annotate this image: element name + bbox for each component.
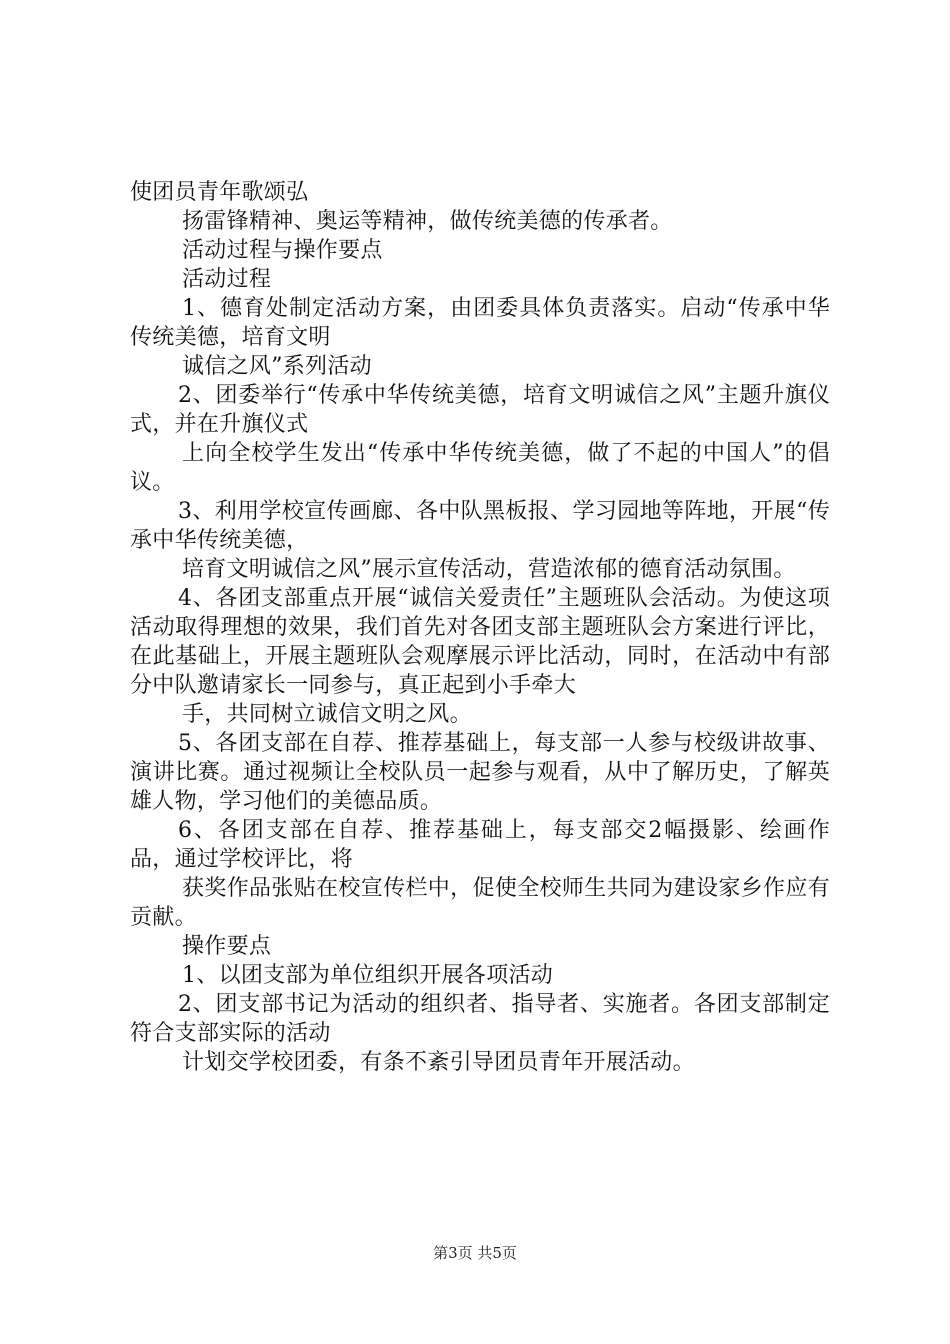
section-heading: 活动过程与操作要点 — [182, 238, 383, 263]
paragraph-line: 1、以团支部为单位组织开展各项活动 — [182, 963, 554, 988]
paragraph-line: 上向全校学生发出“传承中华传统美德，做了不起的中国人”的倡议。 — [130, 441, 830, 495]
paragraph-line: 3、利用学校宣传画廊、各中队黑板报、学习园地等阵地，开展“传承中华传统美德， — [130, 499, 830, 553]
paragraph-line: 4、各团支部重点开展“诚信关爱责任”主题班队会活动。为使这项活动取得理想的效果，我们首先对各团支部主题班队会方案进行评比，在此基础上，开展主题班队会观摩展示评比活动，同时，在活动中有部分中队邀请家长一同参与，真正起到小手牵大 — [130, 586, 830, 698]
paragraph-line: 培育文明诚信之风”展示宣传活动，营造浓郁的德育活动氛围。 — [182, 557, 796, 582]
page-number-footer: 第3页 共5页 — [433, 1244, 517, 1262]
paragraph-line: 2、团支部书记为活动的组织者、指导者、实施者。各团支部制定符合支部实际的活动 — [130, 992, 830, 1046]
paragraph-line: 计划交学校团委，有条不紊引导团员青年开展活动。 — [182, 1050, 695, 1075]
paragraph-line: 1、德育处制定活动方案，由团委具体负责落实。启动“传承中华传统美德，培育文明 — [130, 296, 830, 350]
paragraph-line: 6、各团支部在自荐、推荐基础上，每支部交2幅摄影、绘画作品，通过学校评比，将 — [130, 818, 830, 872]
paragraph-line: 获奖作品张贴在校宣传栏中，促使全校师生共同为建设家乡作应有贡献。 — [130, 876, 830, 930]
paragraph-line: 诚信之风”系列活动 — [182, 354, 372, 379]
subsection-heading: 活动过程 — [182, 267, 272, 292]
paragraph-line: 使团员青年歌颂弘 — [130, 180, 309, 205]
paragraph-line: 2、团委举行“传承中华传统美德，培育文明诚信之风”主题升旗仪式，并在升旗仪式 — [130, 383, 830, 437]
paragraph-line: 5、各团支部在自荐、推荐基础上，每支部一人参与校级讲故事、演讲比赛。通过视频让全校队员一起参与观看，从中了解历史，了解英雄人物，学习他们的美德品质。 — [130, 731, 830, 814]
paragraph-line: 手，共同树立诚信文明之风。 — [182, 702, 472, 727]
subsection-heading: 操作要点 — [182, 934, 272, 959]
paragraph-line: 扬雷锋精神、奥运等精神，做传统美德的传承者。 — [182, 209, 673, 234]
document-body — [130, 178, 830, 1077]
